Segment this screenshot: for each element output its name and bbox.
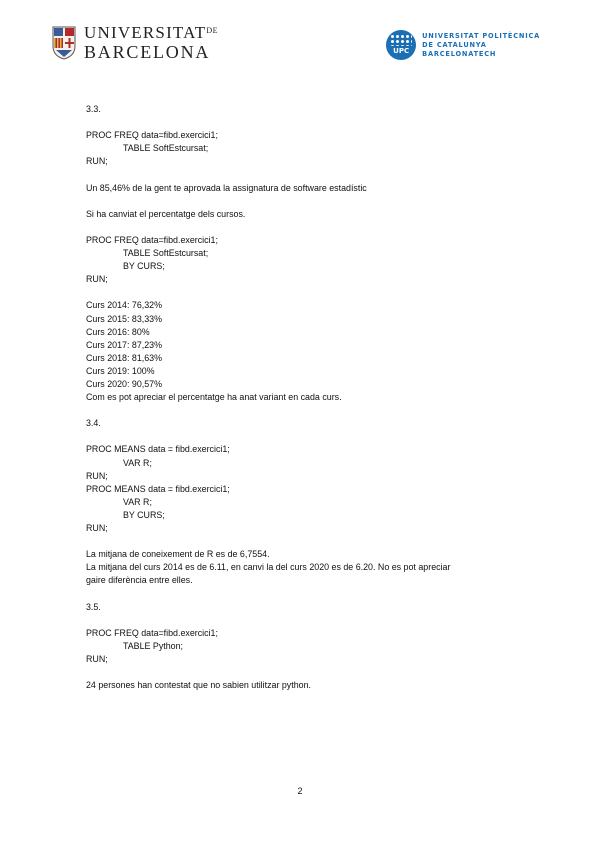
code-line: TABLE SoftEstcursat; — [123, 248, 209, 259]
code-line: VAR R; — [123, 496, 152, 507]
course-result: Curs 2020: 90,57% — [86, 378, 162, 389]
section-heading: 3.4. — [86, 418, 101, 429]
ub-logo — [52, 24, 218, 61]
code-line: RUN; — [86, 523, 108, 533]
ub-name-small: DE — [206, 26, 219, 35]
ub-name-line2: BARCELONA — [84, 42, 211, 62]
upc-line-2: DE CATALUNYA — [422, 40, 487, 49]
course-result: Curs 2014: 76,32% — [86, 300, 162, 311]
course-result: Curs 2015: 83,33% — [86, 313, 162, 324]
code-line: RUN; — [86, 156, 108, 167]
upc-line-1: UNIVERSITAT POLITÈCNICA — [422, 31, 540, 40]
document-body — [86, 103, 526, 692]
course-result: Curs 2017: 87,23% — [86, 339, 162, 350]
result-text: La mitjana del curs 2014 es de 6.11, en canvi la del curs 2020 es de 6.20. No es pot apreciar — [86, 562, 451, 573]
section-heading: 3.5. — [86, 601, 101, 612]
page-number: 2 — [297, 786, 303, 796]
upc-line-3: BARCELONATECH — [422, 49, 497, 58]
code-line: BY CURS; — [123, 509, 165, 520]
upc-logo-icon — [386, 30, 416, 60]
code-line: PROC FREQ data=fibd.exercici1; — [86, 627, 218, 638]
section-heading: 3.3. — [86, 104, 101, 114]
upc-badge-text: UPC — [393, 47, 410, 55]
ub-name-line1: UNIVERSITAT — [84, 23, 207, 42]
course-result: Curs 2016: 80% — [86, 326, 150, 337]
conclusion-text: Com es pot apreciar el percentatge ha anat variant en cada curs. — [86, 392, 342, 403]
code-line: PROC FREQ data=fibd.exercici1; — [86, 130, 218, 141]
result-text: gaire diferència entre elles. — [86, 575, 193, 586]
code-line: RUN; — [86, 653, 108, 664]
code-line: PROC MEANS data = fibd.exercici1; — [86, 444, 230, 455]
course-result: Curs 2019: 100% — [86, 365, 155, 376]
ub-shield-icon — [52, 26, 76, 60]
code-line: PROC MEANS data = fibd.exercici1; — [86, 483, 230, 494]
upc-logo — [386, 30, 540, 60]
result-text: Un 85,46% de la gent te aprovada la assignatura de software estadístic — [86, 182, 367, 193]
question-text: Si ha canviat el percentatge dels cursos. — [86, 208, 246, 219]
code-line: VAR R; — [123, 457, 152, 468]
code-line: TABLE Python; — [123, 640, 184, 651]
code-line: BY CURS; — [123, 261, 165, 272]
code-line: PROC FREQ data=fibd.exercici1; — [86, 234, 218, 245]
code-line: RUN; — [86, 274, 108, 285]
course-result: Curs 2018: 81,63% — [86, 352, 162, 363]
result-text: 24 persones han contestat que no sabien utilitzar python. — [86, 680, 311, 691]
page-header — [52, 24, 540, 68]
result-text: La mitjana de coneixement de R es de 6,7554. — [86, 549, 270, 560]
code-line: TABLE SoftEstcursat; — [123, 143, 209, 154]
code-line: RUN; — [86, 470, 108, 481]
